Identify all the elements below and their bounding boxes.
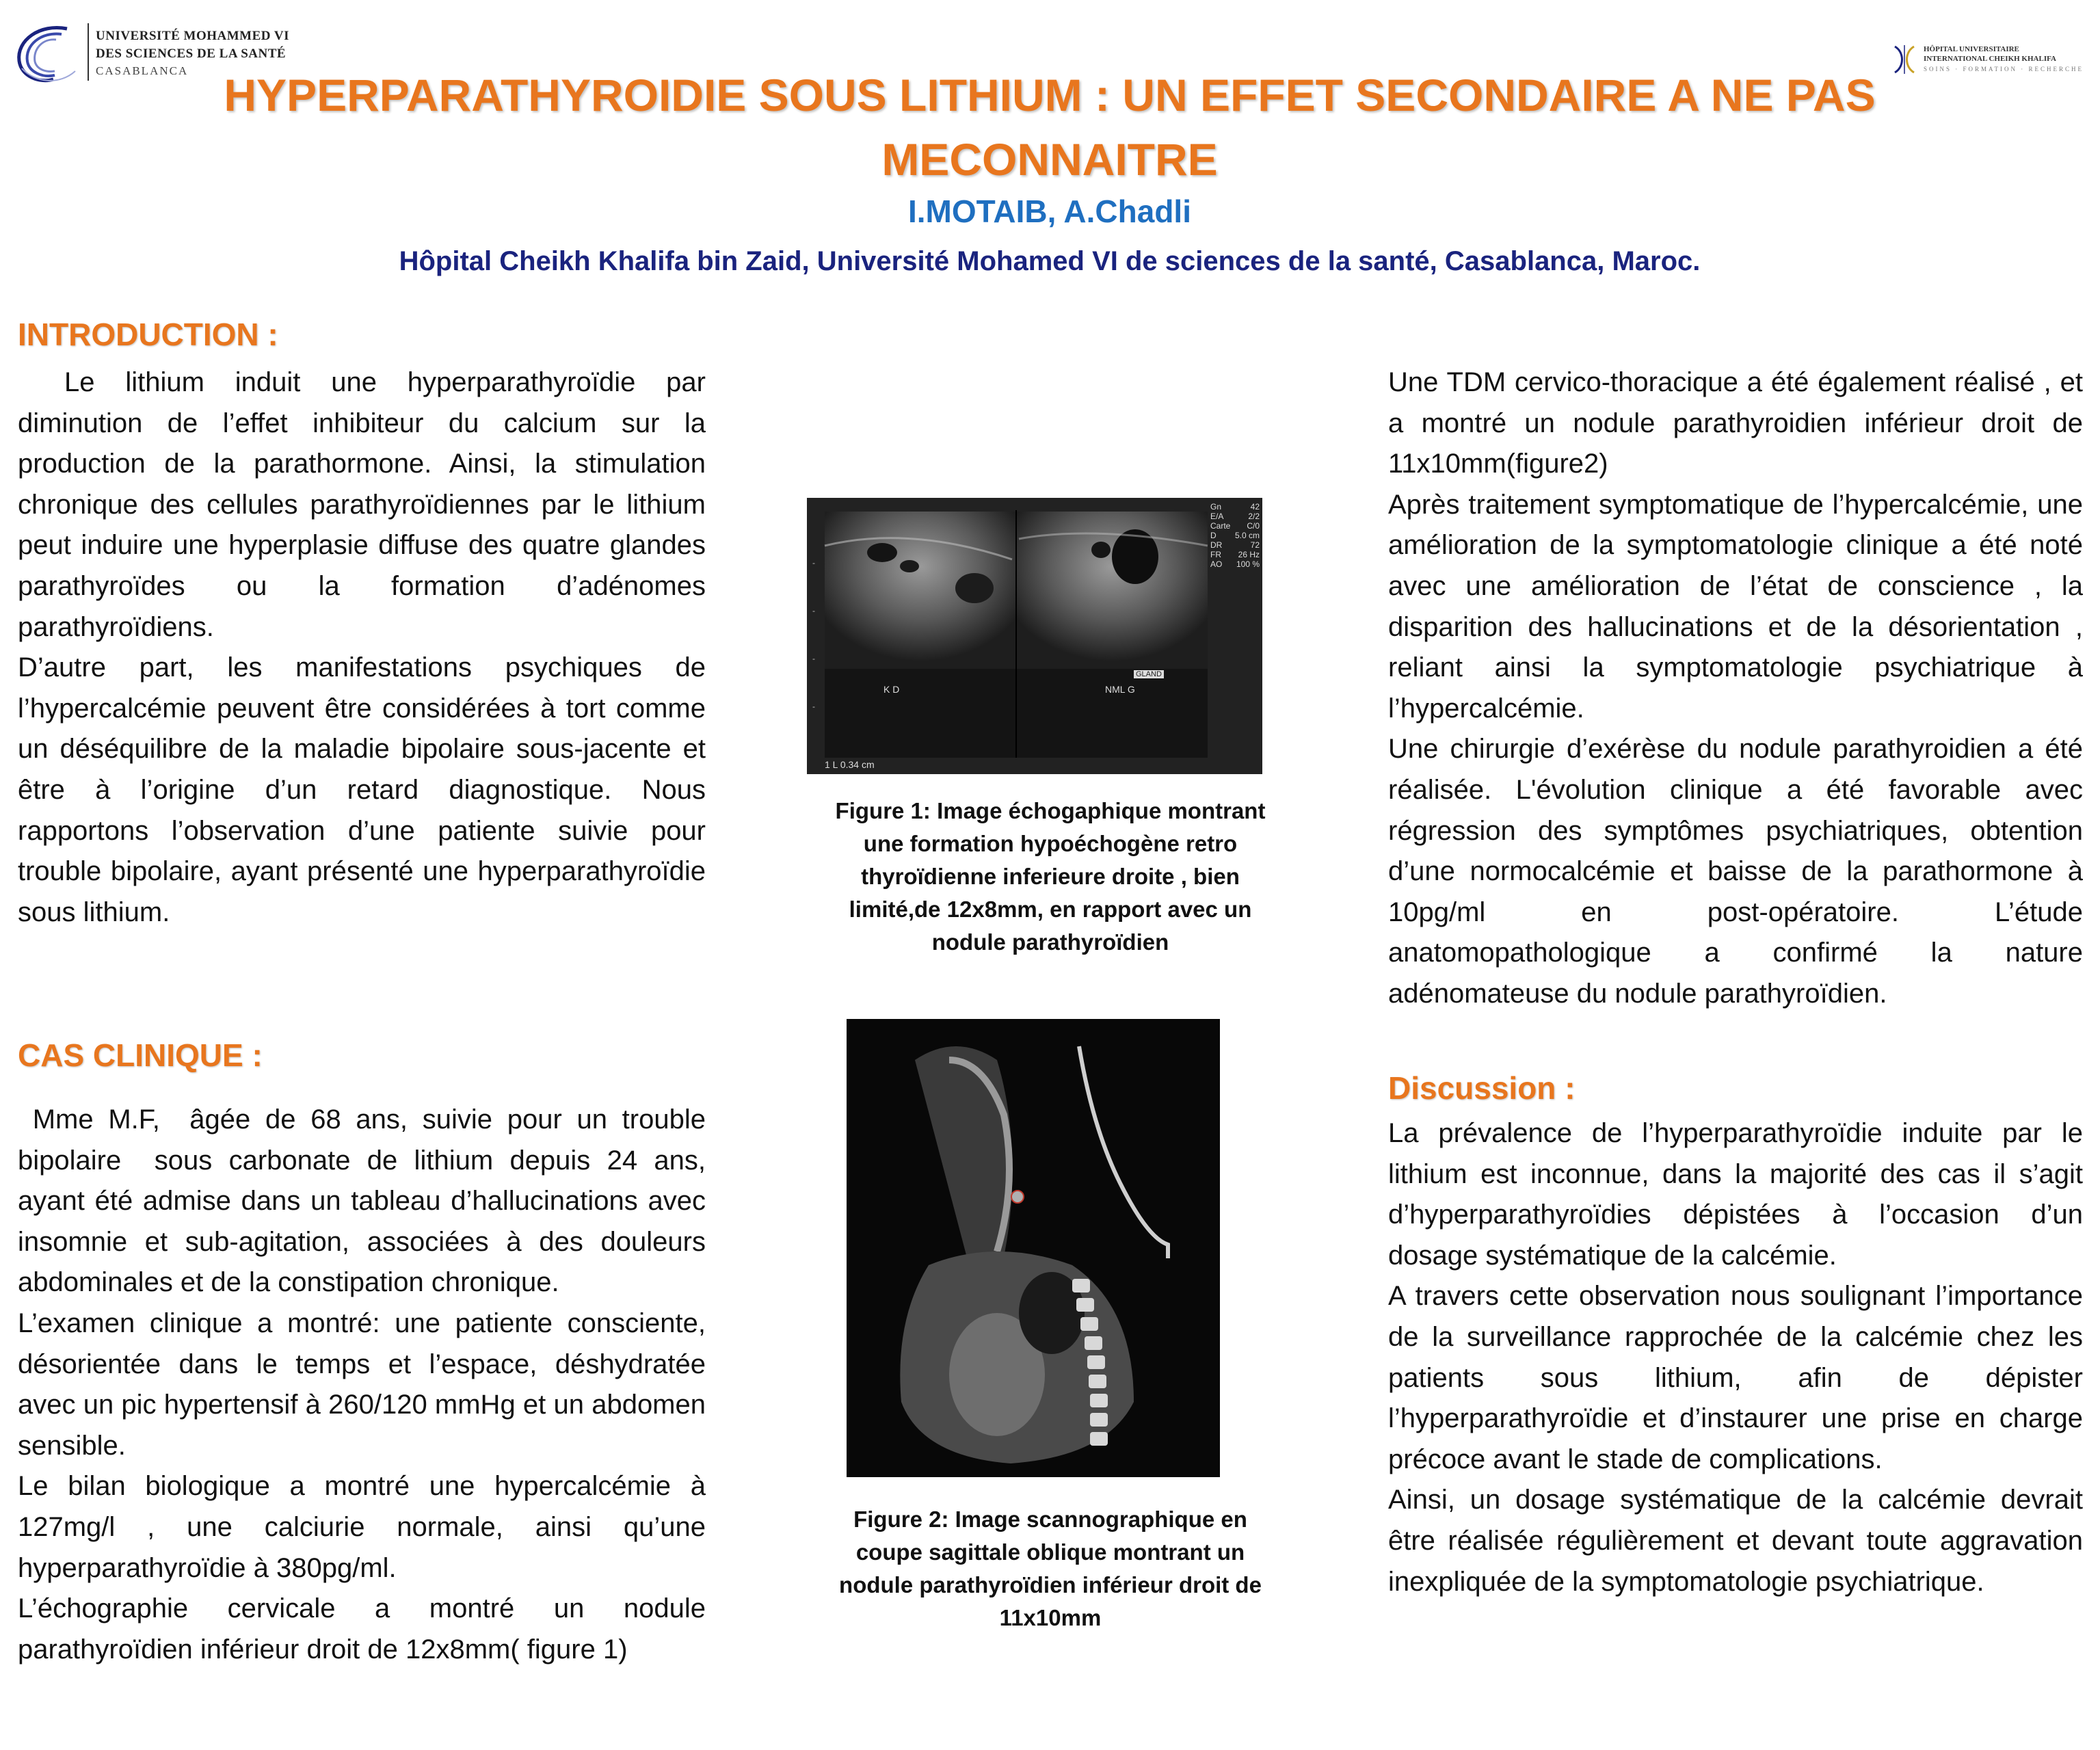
depth-mark: -: [812, 558, 815, 568]
discussion-heading: Discussion :: [1388, 1070, 1576, 1106]
cas-clinique-paragraph-4: L’échographie cervicale a montré un nodule parathyroïdien inférieur droit de 12x8mm( figure 1): [18, 1593, 706, 1665]
poster-title: HYPERPARATHYROIDIE SOUS LITHIUM : UN EFFET SECONDAIRE A NE PAS MECONNAITRE: [224, 70, 1876, 185]
figure-2-ct-image: [847, 1019, 1220, 1477]
cas-clinique-paragraph-3: Le bilan biologique a montré une hypercalcémie à 127mg/l , une calciurie normale, ainsi qu’une hyperparathyroïdie à 380pg/ml.: [18, 1471, 706, 1583]
param-value: C/0: [1247, 521, 1260, 531]
cas-clinique-paragraph-1: Mme M.F, âgée de 68 ans, suivie pour un trouble bipolaire sous carbonate de lithium depuis 24 ans, ayant été admise dans un tableau d’hallucinations avec insomnie et sub-agitation, associées à des douleurs abdominales et de la constipation chronique.: [18, 1104, 714, 1298]
param-label: E/A: [1210, 512, 1224, 521]
depth-mark: -: [812, 654, 815, 663]
param-label: DR: [1210, 540, 1223, 550]
logo-left-line1: UNIVERSITÉ MOHAMMED VI: [96, 29, 290, 43]
logo-left-line3: CASABLANCA: [96, 64, 189, 77]
ultrasound-measure: 1 L 0.34 cm: [825, 759, 875, 770]
introduction-heading: INTRODUCTION :: [18, 317, 278, 352]
param-value: 72: [1250, 540, 1260, 550]
param-value: 26 Hz: [1238, 550, 1260, 559]
param-value: 5.0 cm: [1234, 531, 1260, 540]
param-label: FR: [1210, 550, 1221, 559]
depth-mark: -: [812, 702, 815, 711]
param-label: Carte: [1210, 521, 1231, 531]
introduction-paragraph-2: D’autre part, les manifestations psychiques de l’hypercalcémie peuvent être considérées à tort comme un déséquilibre de la maladie bipolaire sous-jacente et être à l’origine d’un retard diagnostique. Nous rapportons l’observation d’une patiente suivie pour trouble bipolaire, ayant présenté une hyperparathyroïdie sous lithium.: [18, 652, 706, 927]
logo-divider: [88, 23, 89, 81]
ct-scan-graphic: [847, 1019, 1220, 1477]
discussion-paragraph-2: A travers cette observation nous soulignant l’importance de la surveillance rapprochée de la calcémie chez les patients sous lithium, afin de dépister l’hyperparathyroïdie et d’instaurer une prise en charge précoce avant le stade de complications.: [1388, 1281, 2083, 1474]
cas-clinique-paragraph-2: L’examen clinique a montré: une patiente consciente, désorientée dans le temps et l’espace, déshydratée avec un pic hypertensif à 260/120 mmHg et un abdomen sensible.: [18, 1308, 706, 1461]
surgery-paragraph: Une chirurgie d’exérèse du nodule parathyroidien a été réalisée. L'évolution clinique a été favorable avec régression des symptômes psychiatriques, obtention d’une normocalcémie et baisse de la parathormone à 10pg/ml en post-opératoire. L’étude anatomopathologique a confirmé la nature adénomateuse du nodule parathyroïdien.: [1388, 734, 2083, 1009]
logo-right-line3: SOINS · FORMATION · RECHERCHE: [1924, 66, 2084, 72]
param-value: 100 %: [1236, 559, 1260, 569]
param-value: 42: [1250, 502, 1260, 512]
cas-clinique-text: [18, 1100, 714, 1670]
discussion-text: [1388, 1113, 2083, 1602]
university-swirl-icon: [12, 23, 81, 85]
introduction-paragraph-1: Le lithium induit une hyperparathyroïdie par diminution de l’effet inhibiteur du calcium sur la production de la parathormone. Ainsi, la stimulation chronique des cellules parathyroïdiennes par le lithium peut induire une hyperplasie diffuse des quatre glandes parathyroïdes ou la formation d’adénomes parathyroïdiens.: [18, 367, 706, 642]
figure-1-caption: Figure 1: Image échogaphique montrant une formation hypoéchogène retro thyroïdienne inferieure droite , bien limité,de 12x8mm, en rapport avec un nodule parathyroïdien: [835, 798, 1266, 955]
param-label: D: [1210, 531, 1217, 540]
hospital-emblem-icon: [1891, 42, 1918, 77]
ultrasound-label-gland: GLAND: [1134, 670, 1164, 678]
ultrasound-depth-scale: [812, 539, 815, 730]
poster-authors: I.MOTAIB, A.Chadli: [908, 194, 1191, 229]
ultrasound-parameters: [1210, 502, 1260, 569]
right-column-text: [1388, 362, 2083, 1015]
logo-left-line2: DES SCIENCES DE LA SANTÉ: [96, 47, 287, 61]
ultrasound-label-left: K D: [883, 684, 900, 695]
figure-1-ultrasound-image: [807, 498, 1262, 774]
poster-affiliation: Hôpital Cheikh Khalifa bin Zaid, Université Mohamed VI de sciences de la santé, Casablanca, Maroc.: [399, 246, 1701, 276]
logo-right-line1: HÔPITAL UNIVERSITAIRE: [1924, 45, 2019, 53]
depth-mark: -: [812, 606, 815, 615]
logo-right-line2: INTERNATIONAL CHEIKH KHALIFA: [1924, 55, 2056, 63]
cas-clinique-heading: CAS CLINIQUE :: [18, 1037, 263, 1073]
discussion-paragraph-3: Ainsi, un dosage systématique de la calcémie devrait être réalisée régulièrement et devant toute aggravation inexpliquée de la symptomatologie psychiatrique.: [1388, 1485, 2083, 1597]
discussion-paragraph-1: La prévalence de l’hyperparathyroïdie induite par le lithium est inconnue, dans la majorité des cas il s’agit d’hyperparathyroïdies dépistées à l’occasion d’un dosage systématique de la calcémie.: [1388, 1118, 2083, 1271]
tdm-paragraph: Une TDM cervico-thoracique a été également réalisé , et a montré un nodule parathyroidien inférieur droit de 11x10mm(figure2): [1388, 367, 2083, 479]
param-label: AO: [1210, 559, 1223, 569]
param-value: 2/2: [1248, 512, 1260, 521]
introduction-text: [18, 362, 706, 933]
treatment-paragraph: Après traitement symptomatique de l’hypercalcémie, une amélioration de la symptomatologie clinique a été noté avec une amélioration de l’état de conscience , la disparition des hallucinations et de la désorientation , reliant ainsi la symptomatologie psychiatrique à l’hypercalcémie.: [1388, 489, 2083, 724]
ultrasound-scan-graphic: [807, 498, 1262, 774]
hospital-logo: [1891, 42, 2084, 83]
param-label: Gn: [1210, 502, 1222, 512]
ultrasound-label-right: NML G: [1105, 684, 1135, 695]
figure-2-caption: Figure 2: Image scannographique en coupe sagittale oblique montrant un nodule parathyroïdien inférieur droit de 11x10mm: [839, 1507, 1262, 1630]
